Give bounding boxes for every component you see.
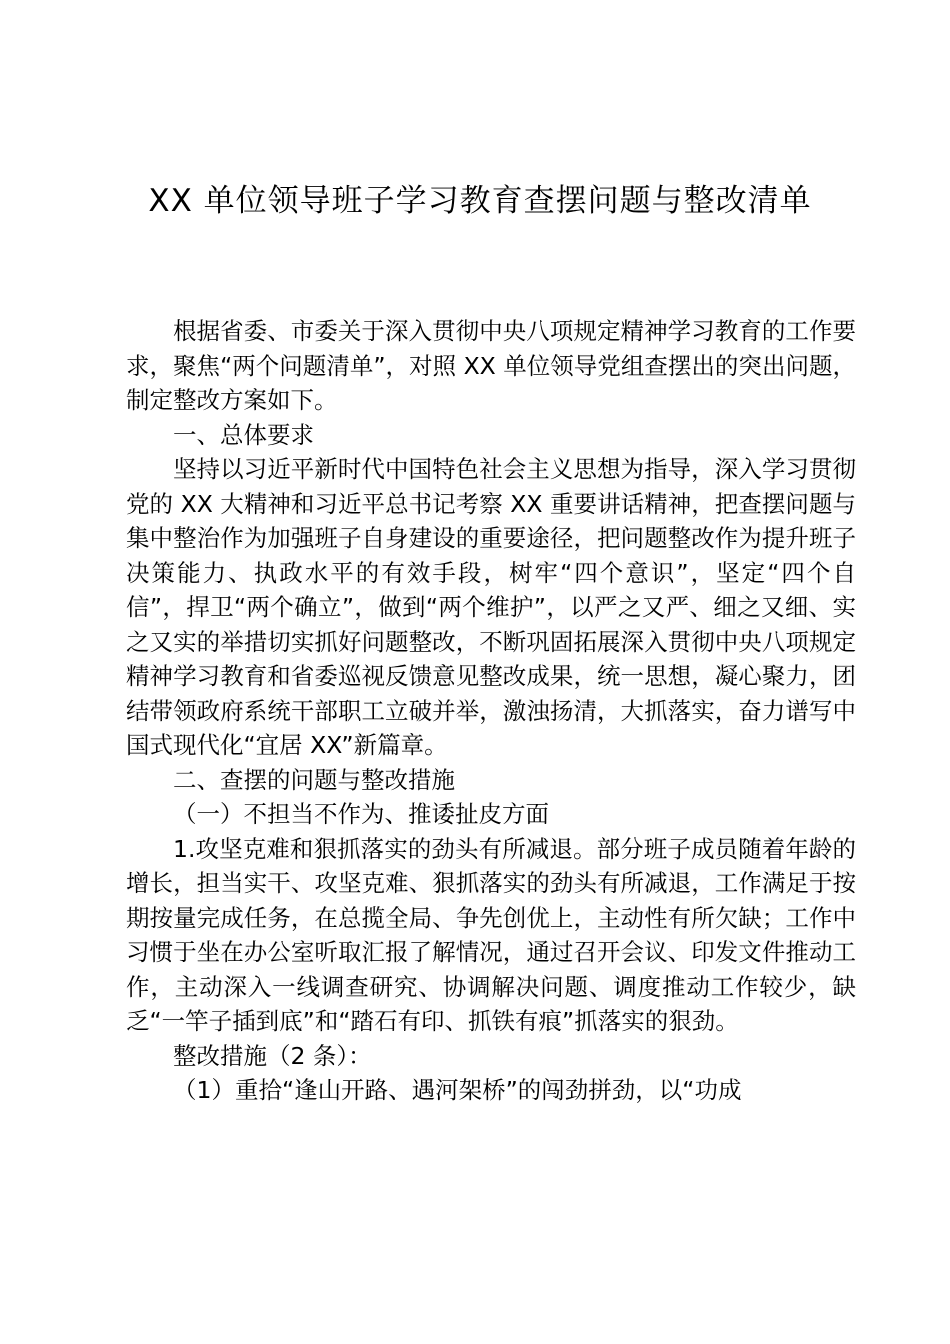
problem-1-paragraph: 1.攻坚克难和狠抓落实的劲头有所减退。部分班子成员随着年龄的增长，担当实干、攻坚克难、狠抓落实的劲头有所减退，工作满足于按期按量完成任务，在总揽全局、争先创优上，主动性有所欠缺；工作中习惯于坐在办公室听取汇报了解情况，通过召开会议、印发文件推动工作，主动深入一线调查研究、协调解决问题、调度推动工作较少，缺乏“一竿子插到底”和“踏石有印、抓铁有痕”抓落实的狠劲。 <box>126 834 856 1035</box>
measures-heading: 整改措施（2 条）： <box>173 1041 372 1070</box>
intro-paragraph: 根据省委、市委关于深入贯彻中央八项规定精神学习教育的工作要求，聚焦“两个问题清单”，对照 XX 单位领导党组查摆出的突出问题，制定整改方案如下。 <box>126 317 856 414</box>
document-body <box>126 314 856 1108</box>
section-heading-problems-and-measures: 二、查摆的问题与整改措施 <box>173 765 455 794</box>
document-title: XX 单位领导班子学习教育查摆问题与整改清单 <box>148 183 812 219</box>
measure-1-paragraph: （1）重拾“逢山开路、遇河架桥”的闯劲拼劲，以“功成 <box>173 1076 742 1104</box>
general-requirements-paragraph: 坚持以习近平新时代中国特色社会主义思想为指导，深入学习贯彻党的 XX 大精神和习近平总书记考察 XX 重要讲话精神，把查摆问题与集中整治作为加强班子自身建设的重要途径，把问题整改作为提升班子决策能力、执政水平的有效手段，树牢“四个意识”，坚定“四个自信”，捍卫“两个确立”，做到“两个维护”，以严之又严、细之又细、实之又实的举措切实抓好问题整改，不断巩固拓展深入贯彻中央八项规定精神学习教育和省委巡视反馈意见整改成果，统一思想，凝心聚力，团结带领政府系统干部职工立破并举，激浊扬清，大抓落实，奋力谱写中国式现代化“宜居 XX”新篇章。 <box>126 455 856 759</box>
section-heading-general-requirements: 一、总体要求 <box>173 420 314 449</box>
subsection-heading-1: （一）不担当不作为、推诿扯皮方面 <box>173 800 549 828</box>
